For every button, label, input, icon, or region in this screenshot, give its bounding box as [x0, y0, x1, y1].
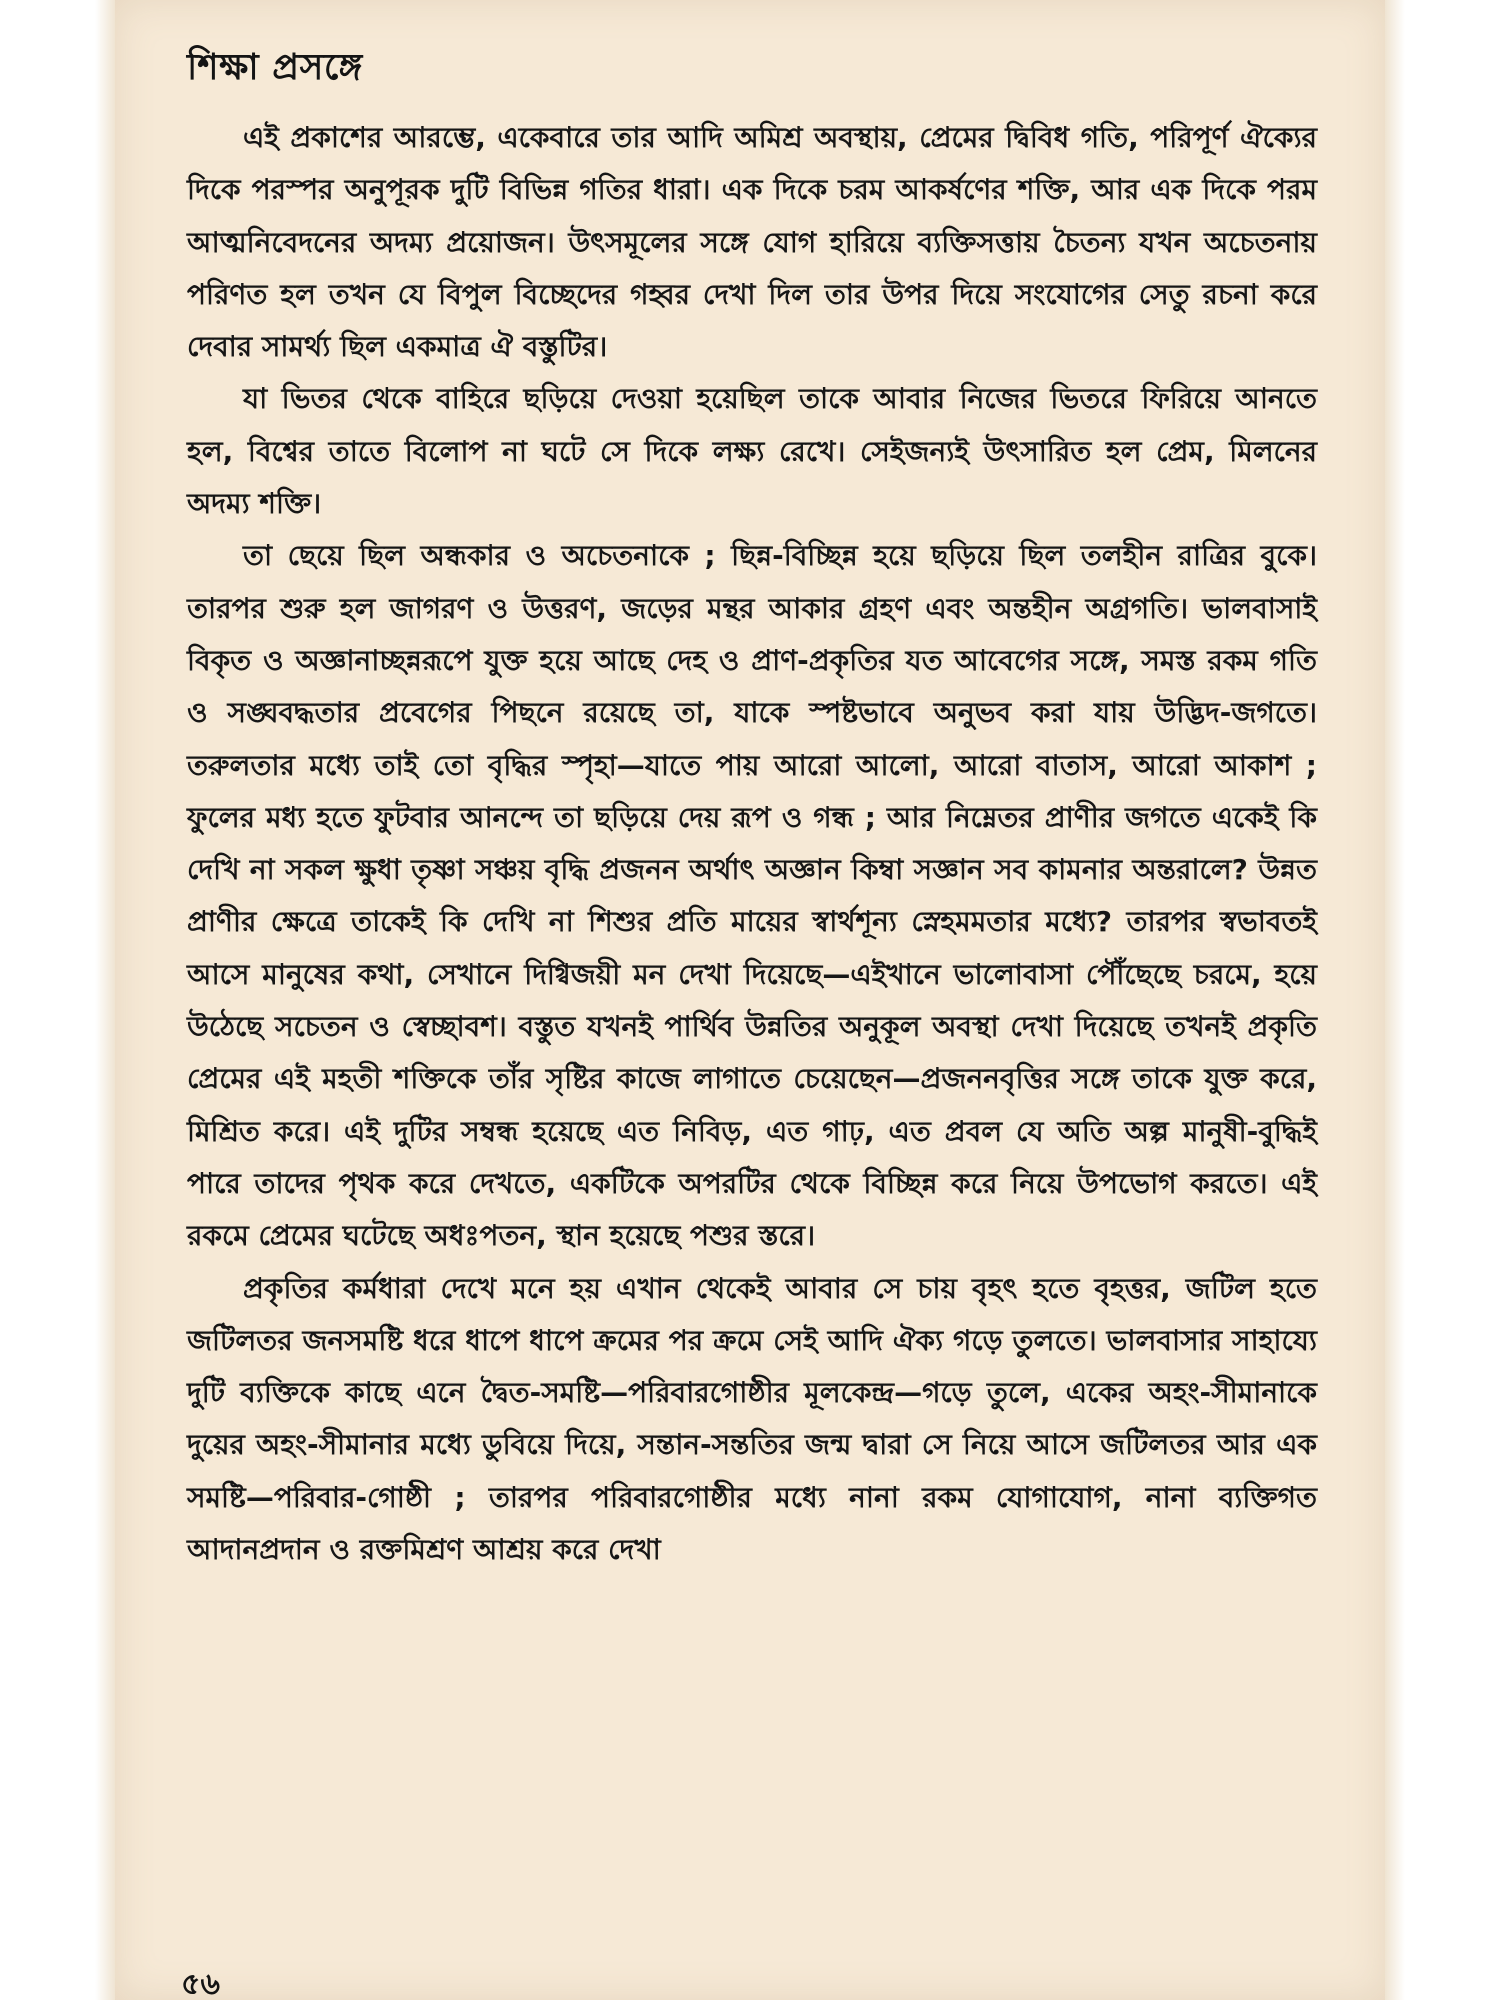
- paragraph: তা ছেয়ে ছিল অন্ধকার ও অচেতনাকে ; ছিন্ন-বিচ্ছিন্ন হয়ে ছড়িয়ে ছিল তলহীন রাত্রির বুকে। তারপর শুরু হল জাগরণ ও উত্তরণ, জড়ের মন্থর আকার গ্রহণ এবং অন্তহীন অগ্রগতি। ভালবাসাই বিকৃত ও অজ্ঞানাচ্ছন্নরূপে যুক্ত হয়ে আছে দেহ ও প্রাণ-প্রকৃতির যত আবেগের সঙ্গে, সমস্ত রকম গতি ও সঙ্ঘবদ্ধতার প্রবেগের পিছনে রয়েছে তা, যাকে স্পষ্টভাবে অনুভব করা যায় উদ্ভিদ-জগতে। তরুলতার মধ্যে তাই তো বৃদ্ধির স্পৃহা—যাতে পায় আরো আলো, আরো বাতাস, আরো আকাশ ; ফুলের মধ্য হতে ফুটবার আনন্দে তা ছড়িয়ে দেয় রূপ ও গন্ধ ; আর নিম্নেতর প্রাণীর জগতে একেই কি দেখি না সকল ক্ষুধা তৃষ্ণা সঞ্চয় বৃদ্ধি প্রজনন অর্থাৎ অজ্ঞান কিম্বা সজ্ঞান সব কামনার অন্তরালে? উন্নত প্রাণীর ক্ষেত্রে তাকেই কি দেখি না শিশুর প্রতি মায়ের স্বার্থশূন্য স্নেহমমতার মধ্যে? তারপর স্বভাবতই আসে মানুষের কথা, সেখানে দিগ্বিজয়ী মন দেখা দিয়েছে—এইখানে ভালোবাসা পৌঁছেছে চরমে, হয়ে উঠেছে সচেতন ও স্বেচ্ছাবশ। বস্তুত যখনই পার্থিব উন্নতির অনুকূল অবস্থা দেখা দিয়েছে তখনই প্রকৃতি প্রেমের এই মহতী শক্তিকে তাঁর সৃষ্টির কাজে লাগাতে চেয়েছেন—প্রজননবৃত্তির সঙ্গে তাকে যুক্ত করে, মিশ্রিত করে। এই দুটির সম্বন্ধ হয়েছে এত নিবিড়, এত গাঢ়, এত প্রবল যে অতি অল্প মানুষী-বুদ্ধিই পারে তাদের পৃথক করে দেখতে, একটিকে অপরটির থেকে বিচ্ছিন্ন করে নিয়ে উপভোগ করতে। এই রকমে প্রেমের ঘটেছে অধঃপতন, স্থান হয়েছে পশুর স্তরে।: [187, 539, 1317, 1253]
- body-text: [187, 112, 1317, 1576]
- page-fold-left: [95, 0, 115, 2000]
- paragraph: প্রকৃতির কর্মধারা দেখে মনে হয় এখান থেকেই আবার সে চায় বৃহৎ হতে বৃহত্তর, জটিল হতে জটিলতর জনসমষ্টি ধরে ধাপে ধাপে ক্রমের পর ক্রমে সেই আদি ঐক্য গড়ে তুলতে। ভালবাসার সাহায্যে দুটি ব্যক্তিকে কাছে এনে দ্বৈত-সমষ্টি—পরিবারগোষ্ঠীর মূলকেন্দ্র—গড়ে তুলে, একের অহং-সীমানাকে দুয়ের অহং-সীমানার মধ্যে ডুবিয়ে দিয়ে, সন্তান-সন্ততির জন্ম দ্বারা সে নিয়ে আসে জটিলতর আর এক সমষ্টি—পরিবার-গোষ্ঠী ; তারপর পরিবারগোষ্ঠীর মধ্যে নানা রকম যোগাযোগ, নানা ব্যক্তিগত আদানপ্রদান ও রক্তমিশ্রণ আশ্রয় করে দেখা: [187, 1271, 1317, 1567]
- page-fold-right: [1385, 0, 1405, 2000]
- running-head: শিক্ষা প্রসঙ্গে: [187, 47, 363, 88]
- page-number: ৫৬: [181, 1967, 220, 2002]
- book-page: [115, 0, 1385, 2000]
- paragraph: যা ভিতর থেকে বাহিরে ছড়িয়ে দেওয়া হয়েছিল তাকে আবার নিজের ভিতরে ফিরিয়ে আনতে হল, বিশ্বের তাতে বিলোপ না ঘটে সে দিকে লক্ষ্য রেখে। সেইজন্যই উৎসারিত হল প্রেম, মিলনের অদম্য শক্তি।: [187, 382, 1317, 521]
- paragraph: এই প্রকাশের আরম্ভে, একেবারে তার আদি অমিশ্র অবস্থায়, প্রেমের দ্বিবিধ গতি, পরিপূর্ণ ঐক্যের দিকে পরস্পর অনুপূরক দুটি বিভিন্ন গতির ধারা। এক দিকে চরম আকর্ষণের শক্তি, আর এক দিকে পরম আত্মনিবেদনের অদম্য প্রয়োজন। উৎসমূলের সঙ্গে যোগ হারিয়ে ব্যক্তিসত্তায় চৈতন্য যখন অচেতনায় পরিণত হল তখন যে বিপুল বিচ্ছেদের গহ্বর দেখা দিল তার উপর দিয়ে সংযোগের সেতু রচনা করে দেবার সামর্থ্য ছিল একমাত্র ঐ বস্তুটির।: [187, 121, 1317, 364]
